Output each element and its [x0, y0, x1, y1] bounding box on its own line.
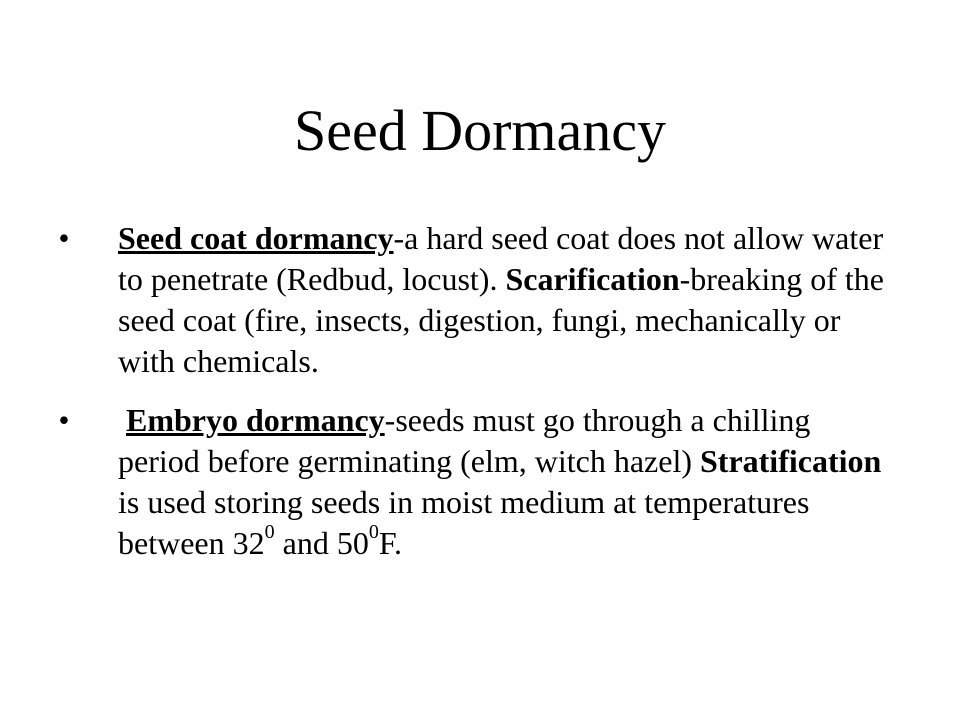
text-scarification-definition: -breaking of the seed coat (fire, insects, digestion, fungi, mechanically or with chemicals. — [118, 261, 884, 379]
term-stratification: Stratification — [699, 443, 882, 479]
term-scarification: Scarification — [505, 261, 680, 297]
text-embryo-definition: -seeds must go through a chilling period before germinating (elm, witch hazel) — [118, 402, 811, 479]
bullet-dot-icon: • — [58, 402, 70, 438]
bullet-list — [58, 218, 888, 582]
bullet-embryo-dormancy — [58, 400, 888, 564]
bullet-seed-coat-dormancy — [58, 218, 888, 382]
text-seed-coat-definition: -a hard seed coat does not allow water to penetrate (Redbud, locust). — [118, 220, 884, 297]
text-and: and 50 — [274, 525, 369, 561]
text-stratification-definition: is used storing seeds in moist medium at temperatures between 32 — [118, 484, 810, 561]
text-fahrenheit: F. — [378, 525, 403, 561]
superscript-degree-1: 0 — [264, 521, 275, 544]
term-embryo-dormancy: Embryo dormancy — [126, 402, 385, 438]
superscript-degree-2: 0 — [368, 521, 379, 544]
slide-title: Seed Dormancy — [293, 98, 667, 163]
term-seed-coat-dormancy: Seed coat dormancy — [118, 220, 394, 256]
bullet-dot-icon: • — [58, 220, 70, 256]
